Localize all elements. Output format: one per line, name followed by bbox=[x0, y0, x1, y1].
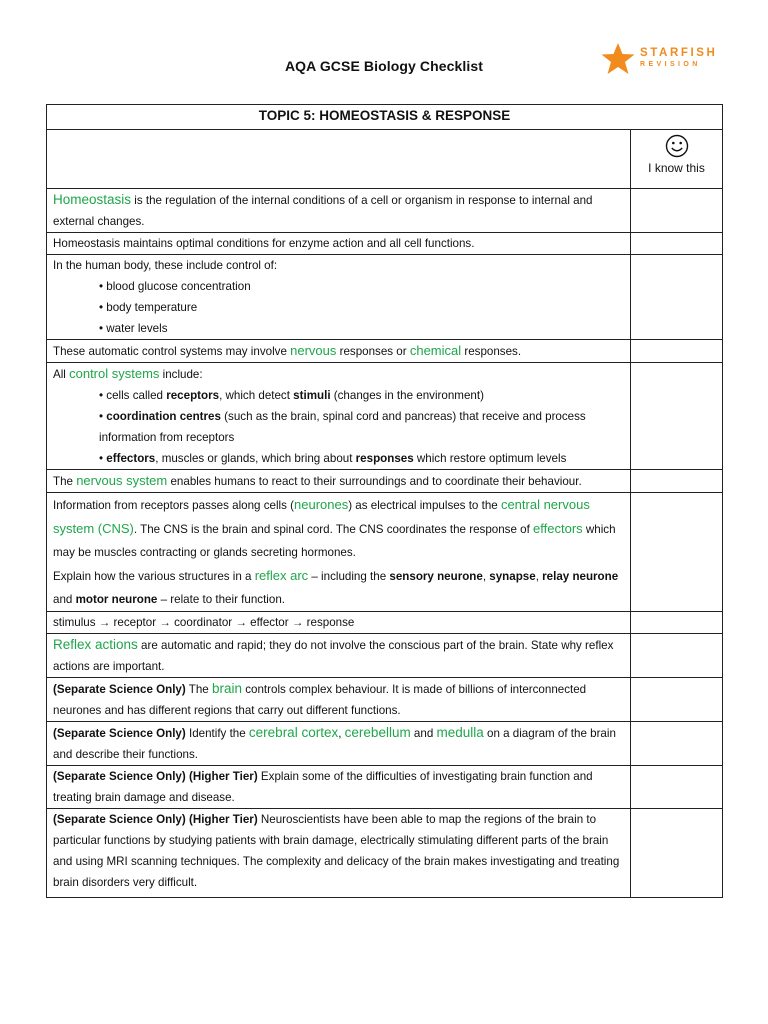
keyword: chemical bbox=[409, 343, 462, 358]
keyword: effectors bbox=[533, 521, 583, 536]
text: responses. bbox=[461, 345, 522, 358]
tick-box[interactable] bbox=[631, 493, 723, 612]
keyword: medulla bbox=[436, 725, 484, 740]
item-text: (Separate Science Only) (Higher Tier) Explain some of the difficulties of investigating brain function and treating brain damage and disease. bbox=[47, 766, 631, 809]
tick-box[interactable] bbox=[631, 233, 723, 255]
tick-box[interactable] bbox=[631, 766, 723, 809]
tick-box[interactable] bbox=[631, 634, 723, 678]
tick-box[interactable] bbox=[631, 363, 723, 470]
starfish-revision-logo bbox=[600, 42, 730, 76]
item-text: (Separate Science Only) (Higher Tier) Neuroscientists have been able to map the regions of the brain to particular functions by studying patients with brain damage, electrically stimulating different parts of the brain and using MRI scanning techniques. The complexity and delicacy of the brain makes investigating and treating brain disorders very difficult. bbox=[47, 809, 631, 898]
smiley-face-icon bbox=[665, 134, 689, 158]
tick-box[interactable] bbox=[631, 722, 723, 766]
checklist-row bbox=[47, 766, 723, 809]
know-this-label: I know this bbox=[648, 161, 705, 175]
checklist-row bbox=[47, 340, 723, 363]
keyword: control systems bbox=[69, 366, 160, 381]
document-title: AQA GCSE Biology Checklist bbox=[284, 58, 484, 74]
logo-word-starfish: STARFISH bbox=[640, 47, 718, 59]
checklist-row bbox=[47, 612, 723, 634]
checklist-row bbox=[47, 722, 723, 766]
text: The bbox=[53, 475, 77, 488]
keyword: cerebral cortex bbox=[248, 725, 339, 740]
checklist-row bbox=[47, 493, 723, 612]
checklist-row bbox=[47, 363, 723, 470]
keyword: Homeostasis bbox=[53, 192, 132, 207]
item-text: (Separate Science Only) The brain controls complex behaviour. It is made of billions of interconnected neurones and has different regions that carry out different functions. bbox=[47, 678, 631, 722]
tick-box[interactable] bbox=[631, 612, 723, 634]
text: include: bbox=[159, 368, 203, 381]
tick-box[interactable] bbox=[631, 470, 723, 493]
text: are automatic and rapid; they do not involve the conscious part of the brain. State why reflex actions are important. bbox=[53, 639, 614, 673]
text: enables humans to react to their surroundings and to coordinate their behaviour. bbox=[167, 475, 582, 488]
item-text bbox=[47, 255, 631, 340]
tick-box[interactable] bbox=[631, 255, 723, 340]
item-text bbox=[47, 233, 631, 255]
logo-word-revision: REVISION bbox=[640, 61, 701, 68]
text: These automatic control systems may involve bbox=[53, 345, 291, 358]
checklist-row bbox=[47, 255, 723, 340]
know-this-header bbox=[631, 130, 723, 189]
tick-box[interactable] bbox=[631, 678, 723, 722]
text: is the regulation of the internal conditions of a cell or organism in response to internal and external changes. bbox=[53, 194, 593, 228]
keyword: central nervous system (CNS) bbox=[53, 497, 590, 536]
checklist-table bbox=[46, 104, 723, 898]
keyword: neurones bbox=[294, 497, 349, 512]
text: stimulus → receptor → coordinator → effector → response bbox=[53, 616, 355, 629]
checklist-row bbox=[47, 233, 723, 255]
item-text bbox=[47, 363, 631, 470]
keyword: reflex arc bbox=[254, 568, 309, 583]
item-text bbox=[47, 634, 631, 678]
item-text bbox=[47, 340, 631, 363]
tick-box[interactable] bbox=[631, 340, 723, 363]
item-text: Information from receptors passes along cells (neurones) as electrical impulses to the central nervous system (CNS). The CNS is the brain and spinal cord. The CNS coordinates the response of effectors which may be muscles contracting or glands secreting hormones. Explain how the various structures in a reflex arc – including the sensory neurone, synapse, relay neurone and motor neurone – relate to their function. bbox=[47, 493, 631, 612]
starfish-icon bbox=[600, 42, 636, 76]
bullet-item: • cells called receptors, which detect stimuli (changes in the environment) bbox=[99, 389, 484, 402]
checklist-row bbox=[47, 634, 723, 678]
item-text bbox=[47, 189, 631, 233]
item-text bbox=[47, 612, 631, 634]
bullet-item: • blood glucose concentration bbox=[99, 280, 251, 293]
bullet-item: • body temperature bbox=[99, 301, 198, 314]
item-text bbox=[47, 470, 631, 493]
keyword: brain bbox=[211, 681, 242, 696]
keyword: cerebellum bbox=[344, 725, 411, 740]
text: responses or bbox=[336, 345, 410, 358]
header-blank-cell bbox=[47, 130, 631, 189]
text: Homeostasis maintains optimal conditions for enzyme action and all cell functions. bbox=[53, 237, 475, 250]
checklist-row bbox=[47, 470, 723, 493]
topic-heading: TOPIC 5: HOMEOSTASIS & RESPONSE bbox=[47, 105, 723, 130]
bullet-item: • effectors, muscles or glands, which bring about responses which restore optimum levels bbox=[99, 452, 567, 465]
keyword: nervous system bbox=[76, 473, 168, 488]
bullet-item: • water levels bbox=[99, 322, 168, 335]
checklist-row bbox=[47, 189, 723, 233]
bullet-item: • coordination centres (such as the brain, spinal cord and pancreas) that receive and process information from receptors bbox=[99, 410, 586, 444]
text: All bbox=[53, 368, 70, 381]
tick-box[interactable] bbox=[631, 189, 723, 233]
checklist-row bbox=[47, 678, 723, 722]
keyword: Reflex actions bbox=[53, 637, 138, 652]
item-text: (Separate Science Only) Identify the cerebral cortex, cerebellum and medulla on a diagram of the brain and describe their functions. bbox=[47, 722, 631, 766]
tick-box[interactable] bbox=[631, 809, 723, 898]
text: In the human body, these include control of: bbox=[53, 259, 278, 272]
checklist-row bbox=[47, 809, 723, 898]
keyword: nervous bbox=[290, 343, 337, 358]
